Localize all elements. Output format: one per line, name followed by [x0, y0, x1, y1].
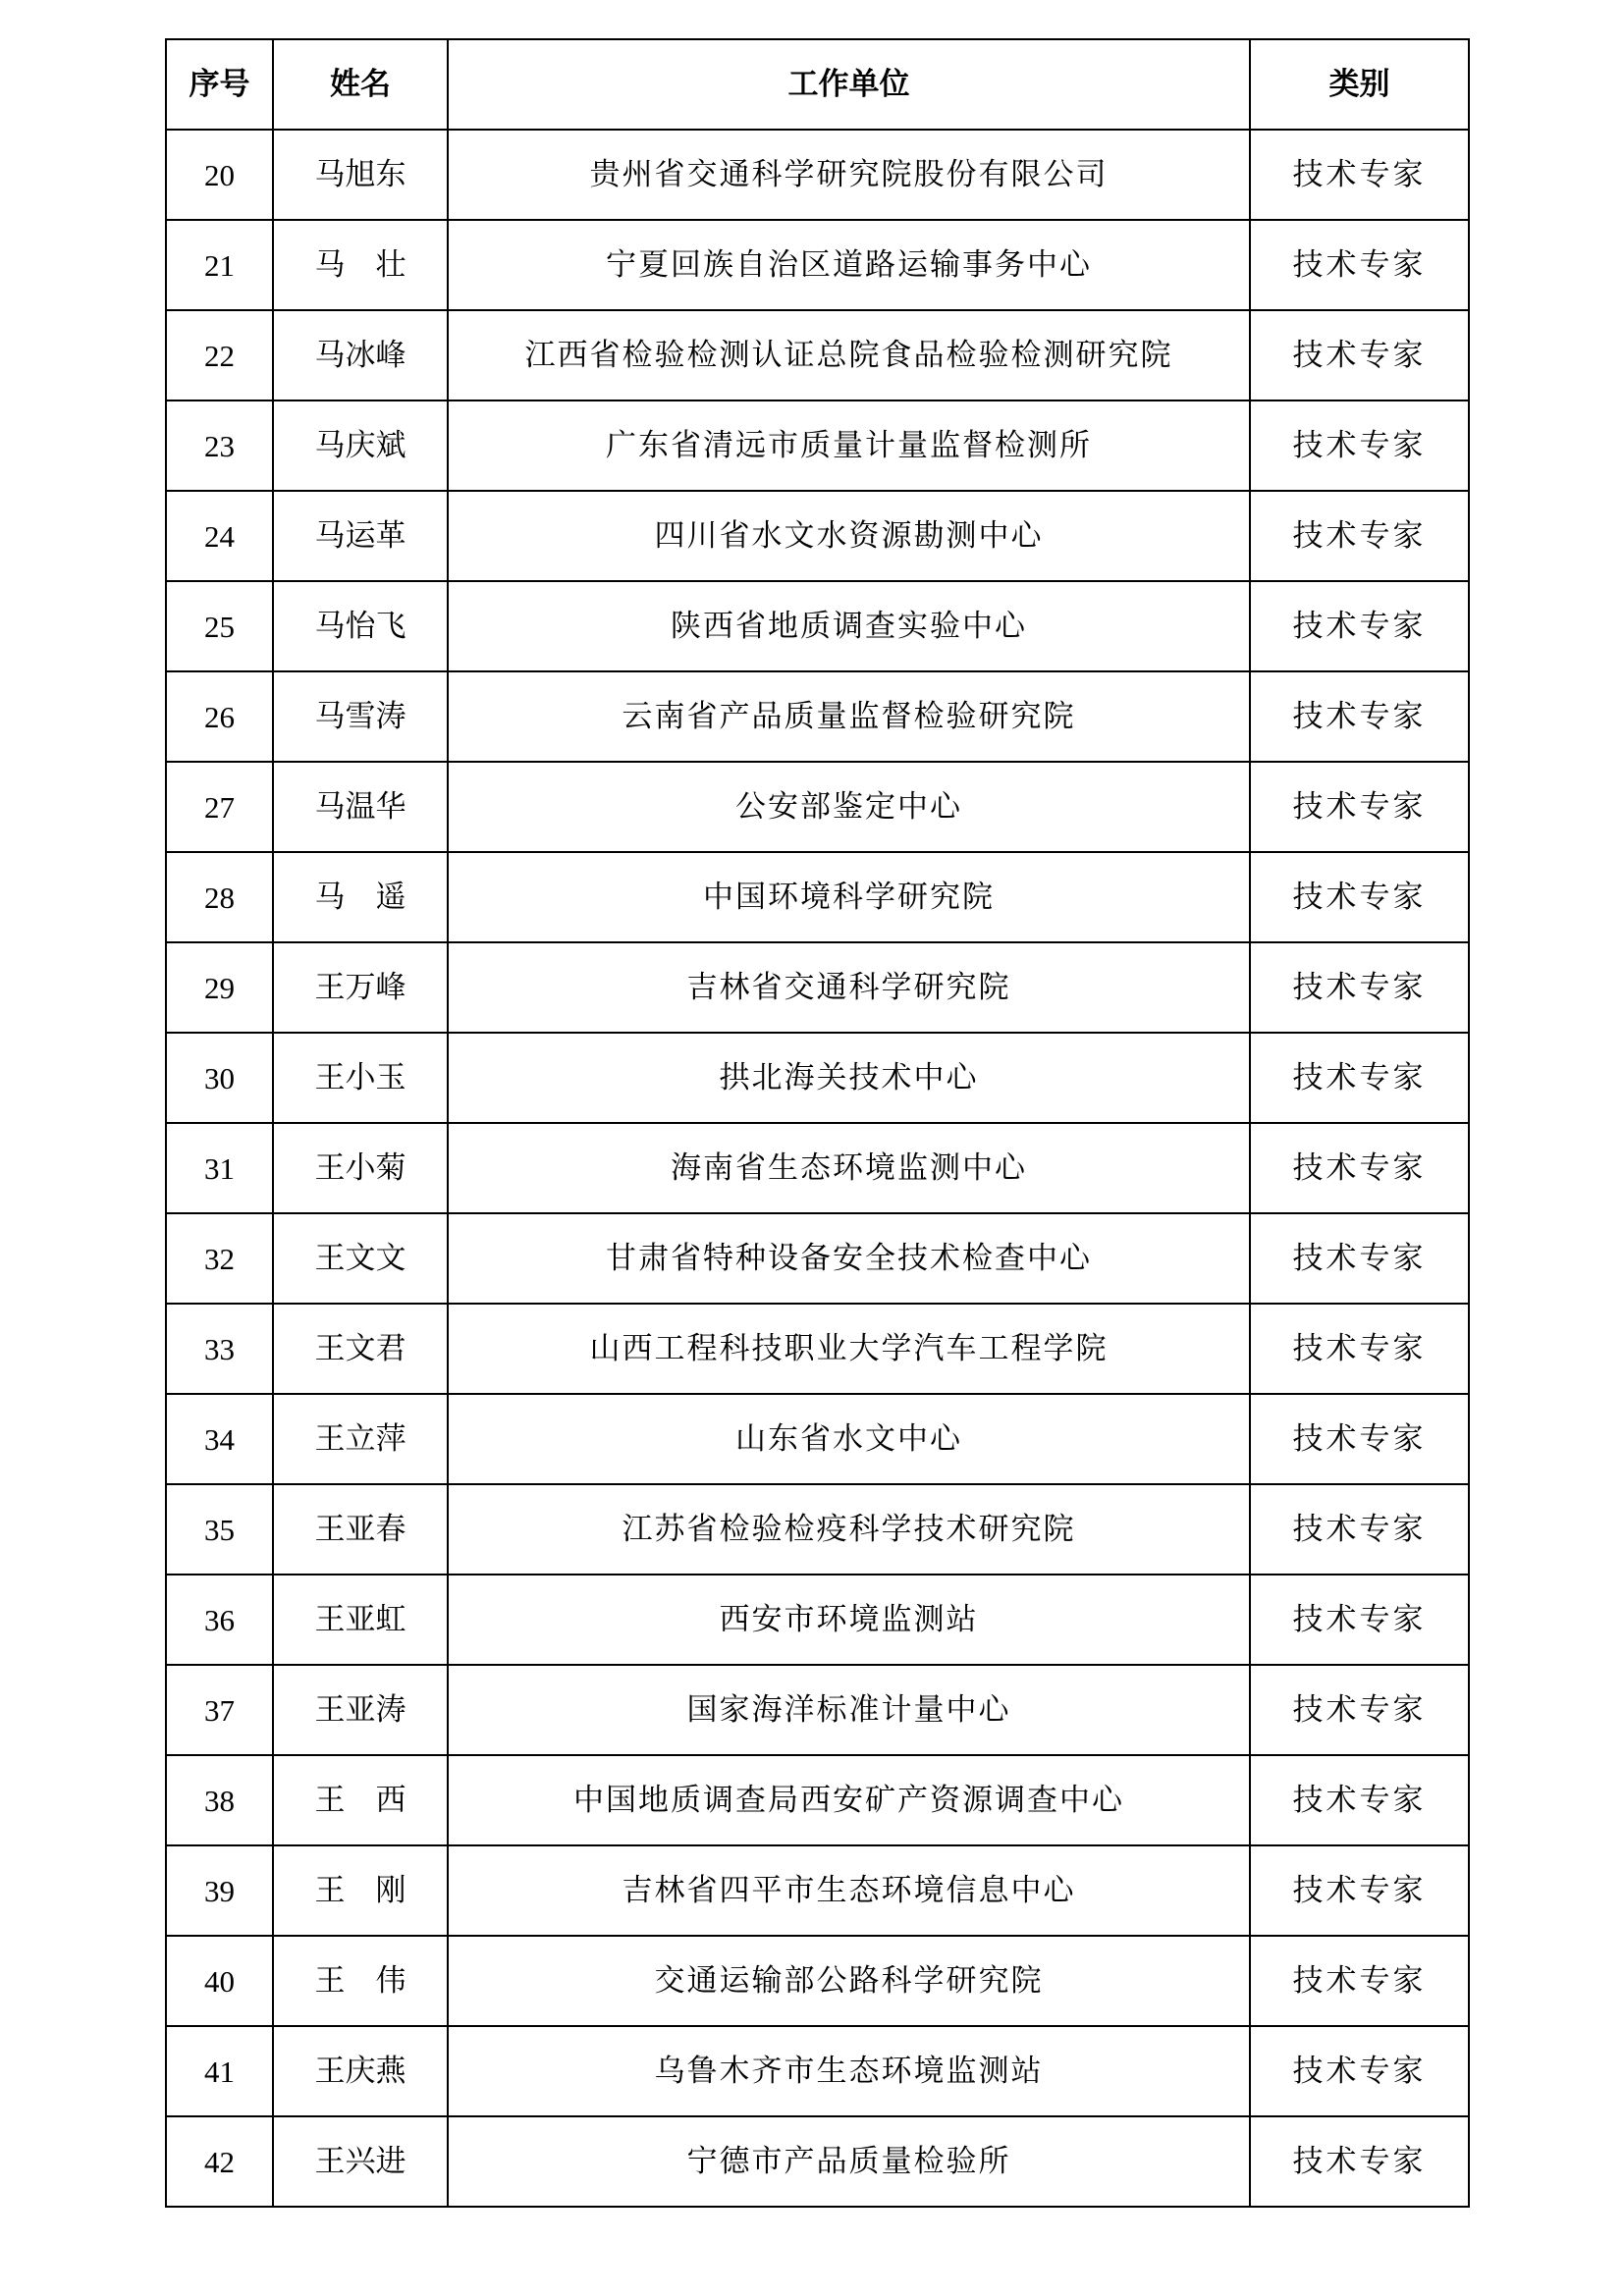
cell-name: 王亚春 [273, 1484, 448, 1575]
cell-work-unit: 公安部鉴定中心 [448, 762, 1250, 852]
cell-work-unit: 陕西省地质调查实验中心 [448, 581, 1250, 671]
table-row [166, 942, 1469, 1033]
cell-work-unit: 国家海洋标准计量中心 [448, 1665, 1250, 1755]
cell-name: 王万峰 [273, 942, 448, 1033]
cell-category: 技术专家 [1250, 1845, 1469, 1936]
cell-work-unit: 云南省产品质量监督检验研究院 [448, 671, 1250, 762]
cell-serial-number: 25 [166, 581, 273, 671]
cell-work-unit: 贵州省交通科学研究院股份有限公司 [448, 130, 1250, 220]
cell-serial-number: 37 [166, 1665, 273, 1755]
table-row [166, 1755, 1469, 1845]
cell-serial-number: 24 [166, 491, 273, 581]
table-row [166, 1484, 1469, 1575]
cell-serial-number: 39 [166, 1845, 273, 1936]
cell-category: 技术专家 [1250, 2116, 1469, 2207]
table-row [166, 491, 1469, 581]
table-row [166, 1394, 1469, 1484]
cell-work-unit: 吉林省交通科学研究院 [448, 942, 1250, 1033]
cell-category: 技术专家 [1250, 1123, 1469, 1213]
cell-name: 王文文 [273, 1213, 448, 1304]
cell-work-unit: 乌鲁木齐市生态环境监测站 [448, 2026, 1250, 2116]
cell-category: 技术专家 [1250, 762, 1469, 852]
cell-serial-number: 33 [166, 1304, 273, 1394]
cell-work-unit: 中国环境科学研究院 [448, 852, 1250, 942]
cell-name: 马 遥 [273, 852, 448, 942]
cell-work-unit: 中国地质调查局西安矿产资源调查中心 [448, 1755, 1250, 1845]
table-row [166, 1845, 1469, 1936]
table-row [166, 130, 1469, 220]
cell-serial-number: 30 [166, 1033, 273, 1123]
table-row [166, 2026, 1469, 2116]
cell-name: 马温华 [273, 762, 448, 852]
cell-name: 王小玉 [273, 1033, 448, 1123]
table-row [166, 1665, 1469, 1755]
cell-category: 技术专家 [1250, 852, 1469, 942]
table-row [166, 1304, 1469, 1394]
cell-serial-number: 28 [166, 852, 273, 942]
header-name: 姓名 [273, 39, 448, 130]
cell-name: 王亚涛 [273, 1665, 448, 1755]
cell-category: 技术专家 [1250, 942, 1469, 1033]
header-category: 类别 [1250, 39, 1469, 130]
cell-category: 技术专家 [1250, 1575, 1469, 1665]
cell-serial-number: 20 [166, 130, 273, 220]
cell-name: 马怡飞 [273, 581, 448, 671]
cell-serial-number: 42 [166, 2116, 273, 2207]
cell-serial-number: 21 [166, 220, 273, 310]
cell-category: 技术专家 [1250, 671, 1469, 762]
table-row [166, 671, 1469, 762]
cell-serial-number: 41 [166, 2026, 273, 2116]
cell-name: 王文君 [273, 1304, 448, 1394]
cell-name: 马 壮 [273, 220, 448, 310]
table-header-row [166, 39, 1469, 130]
cell-work-unit: 海南省生态环境监测中心 [448, 1123, 1250, 1213]
cell-name: 王亚虹 [273, 1575, 448, 1665]
cell-work-unit: 甘肃省特种设备安全技术检查中心 [448, 1213, 1250, 1304]
cell-name: 马庆斌 [273, 400, 448, 491]
cell-work-unit: 山西工程科技职业大学汽车工程学院 [448, 1304, 1250, 1394]
cell-serial-number: 23 [166, 400, 273, 491]
table-row [166, 581, 1469, 671]
cell-name: 马冰峰 [273, 310, 448, 400]
cell-category: 技术专家 [1250, 1304, 1469, 1394]
table-row [166, 1123, 1469, 1213]
cell-category: 技术专家 [1250, 1213, 1469, 1304]
cell-name: 王庆燕 [273, 2026, 448, 2116]
cell-category: 技术专家 [1250, 1936, 1469, 2026]
cell-serial-number: 40 [166, 1936, 273, 2026]
cell-work-unit: 山东省水文中心 [448, 1394, 1250, 1484]
cell-category: 技术专家 [1250, 220, 1469, 310]
cell-category: 技术专家 [1250, 581, 1469, 671]
cell-category: 技术专家 [1250, 2026, 1469, 2116]
cell-serial-number: 26 [166, 671, 273, 762]
cell-category: 技术专家 [1250, 1033, 1469, 1123]
header-serial-number: 序号 [166, 39, 273, 130]
table-row [166, 2116, 1469, 2207]
table-row [166, 310, 1469, 400]
cell-name: 马运革 [273, 491, 448, 581]
cell-serial-number: 35 [166, 1484, 273, 1575]
table-row [166, 400, 1469, 491]
cell-name: 王 伟 [273, 1936, 448, 2026]
table-row [166, 1575, 1469, 1665]
cell-work-unit: 西安市环境监测站 [448, 1575, 1250, 1665]
cell-category: 技术专家 [1250, 1755, 1469, 1845]
expert-roster-table [165, 38, 1470, 2208]
cell-work-unit: 江西省检验检测认证总院食品检验检测研究院 [448, 310, 1250, 400]
cell-category: 技术专家 [1250, 491, 1469, 581]
cell-name: 王兴进 [273, 2116, 448, 2207]
cell-work-unit: 拱北海关技术中心 [448, 1033, 1250, 1123]
cell-serial-number: 38 [166, 1755, 273, 1845]
cell-category: 技术专家 [1250, 1394, 1469, 1484]
cell-work-unit: 江苏省检验检疫科学技术研究院 [448, 1484, 1250, 1575]
table-row [166, 1213, 1469, 1304]
cell-work-unit: 交通运输部公路科学研究院 [448, 1936, 1250, 2026]
cell-name: 王 刚 [273, 1845, 448, 1936]
cell-category: 技术专家 [1250, 130, 1469, 220]
cell-name: 马旭东 [273, 130, 448, 220]
header-work-unit: 工作单位 [448, 39, 1250, 130]
cell-name: 王小菊 [273, 1123, 448, 1213]
cell-name: 王 西 [273, 1755, 448, 1845]
cell-work-unit: 宁德市产品质量检验所 [448, 2116, 1250, 2207]
cell-name: 马雪涛 [273, 671, 448, 762]
cell-serial-number: 22 [166, 310, 273, 400]
table-row [166, 762, 1469, 852]
cell-name: 王立萍 [273, 1394, 448, 1484]
table-body [166, 130, 1469, 2207]
table-row [166, 1936, 1469, 2026]
table-row [166, 852, 1469, 942]
cell-category: 技术专家 [1250, 310, 1469, 400]
cell-serial-number: 36 [166, 1575, 273, 1665]
cell-serial-number: 34 [166, 1394, 273, 1484]
cell-category: 技术专家 [1250, 400, 1469, 491]
cell-serial-number: 27 [166, 762, 273, 852]
cell-work-unit: 广东省清远市质量计量监督检测所 [448, 400, 1250, 491]
cell-work-unit: 四川省水文水资源勘测中心 [448, 491, 1250, 581]
cell-category: 技术专家 [1250, 1484, 1469, 1575]
cell-serial-number: 29 [166, 942, 273, 1033]
cell-category: 技术专家 [1250, 1665, 1469, 1755]
cell-work-unit: 吉林省四平市生态环境信息中心 [448, 1845, 1250, 1936]
table-row [166, 1033, 1469, 1123]
cell-work-unit: 宁夏回族自治区道路运输事务中心 [448, 220, 1250, 310]
cell-serial-number: 31 [166, 1123, 273, 1213]
cell-serial-number: 32 [166, 1213, 273, 1304]
table-row [166, 220, 1469, 310]
